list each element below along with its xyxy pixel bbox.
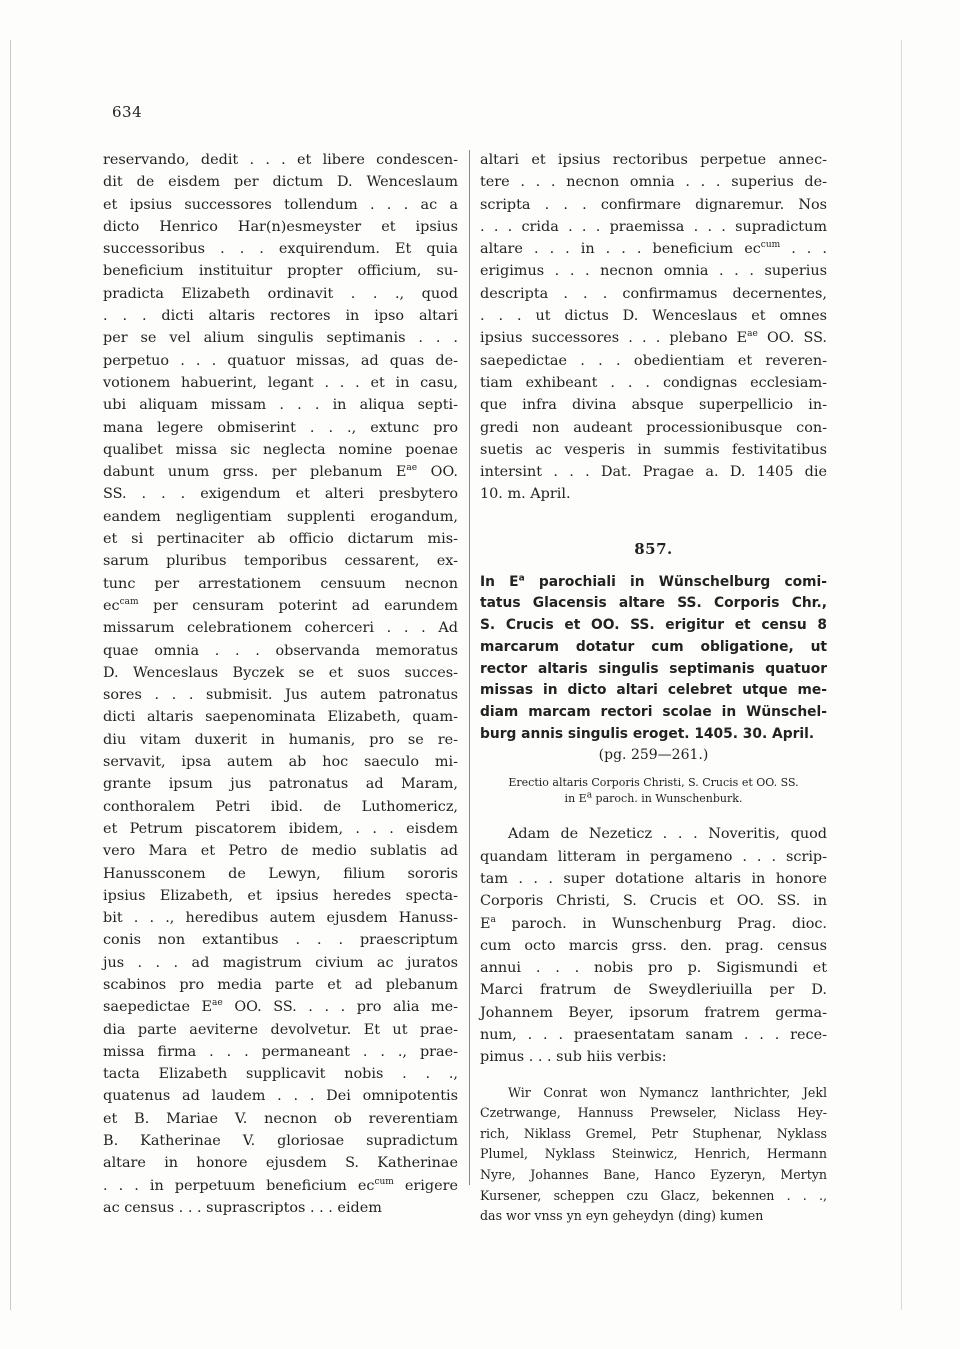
text-line: cum octo marcis grss. den. prag. census <box>480 937 827 954</box>
text-line: scabinos pro media parte et ad plebanum <box>103 976 458 993</box>
text-line: grante ipsum jus patronatus ad Maram, <box>103 776 458 793</box>
text-line: . . . ut dictus D. Wenceslaus et omnes <box>480 308 827 325</box>
text-line: bit . . ., heredibus autem ejusdem Hanuss- <box>103 910 458 927</box>
text-line: quae omnia . . . observanda memoratus <box>103 642 458 659</box>
text-line: conis non extantibus . . . praescriptum <box>103 932 458 949</box>
text-line: et ipsius successores tollendum . . . ac a <box>103 196 458 213</box>
text-line: reservando, dedit . . . et libere condescen- <box>103 152 458 168</box>
text-line: qualibet missa sic neglecta nomine poenae <box>103 441 458 458</box>
source-reference: (pg. 259—261.) <box>598 747 709 764</box>
text-line: altare in honore ejusdem S. Katherinae <box>103 1155 458 1172</box>
text-line: sarum pluribus temporibus cessarent, ex- <box>103 553 458 570</box>
quotation-line: Wir Conrat won Nymancz lanthrichter, Jekl <box>508 1084 827 1100</box>
text-line: ipsius Elizabeth, et ipsius heredes specta- <box>103 887 458 904</box>
heading-line: burg annis singulis eroget. 1405. 30. April. <box>480 725 815 742</box>
text-line: gredi non audeant processionibusque con- <box>480 419 827 436</box>
text-line: successoribus . . . exquirendum. Et quia <box>103 241 458 258</box>
text-line: quatenus ad laudem . . . Dei omnipotentis <box>103 1088 458 1105</box>
heading-line: marcarum dotatur cum obligatione, ut <box>480 638 827 655</box>
text-line: jus . . . ad magistrum civium ac juratos <box>103 954 458 971</box>
text-line: eandem negligentiam supplenti erogandum, <box>103 508 458 525</box>
erectio-line: Erectio altaris Corporis Christi, S. Crucis et OO. SS. <box>508 776 799 790</box>
text-line: missarum celebrationem coherceri . . . Ad <box>103 620 458 637</box>
text-line: tacta Elizabeth supplicavit nobis . . ., <box>103 1066 458 1083</box>
page-number: 634 <box>112 103 143 121</box>
quotation-line: Kursener, scheppen czu Glacz, bekennen . . ., <box>480 1187 827 1203</box>
text-line: saepedictae $E^{ae}$ OO. SS. . . . pro alia me- <box>103 998 458 1016</box>
text-line: ipsius successores . . . plebano $E^{ae}$ OO. SS. <box>480 329 828 347</box>
right-column <box>480 149 827 1227</box>
quotation-line: das wor vnss yn eyn geheydyn (ding) kumen <box>480 1208 764 1224</box>
text-line: descripta . . . confirmamus decernentes, <box>480 285 827 302</box>
text-line: per se vel alium singulis septimanis . . . <box>103 330 458 347</box>
heading-line: In $E^a$ parochiali in Wünschelburg comi- <box>480 573 827 590</box>
text-line: conthoralem Petri ibid. de Luthomericz, <box>103 798 458 815</box>
erectio-line: in $E^a$ paroch. in Wunschenburk. <box>564 790 743 806</box>
text-line: num, . . . praesentatam sanam . . . rece- <box>480 1027 827 1044</box>
text-line: Hanussconem de Lewyn, filium sororis <box>103 865 458 882</box>
text-line: Adam de Nezeticz . . . Noveritis, quod <box>508 826 827 843</box>
text-line: dicti altaris saepenominata Elizabeth, quam- <box>103 709 458 726</box>
left-column <box>103 149 458 1219</box>
text-line: Corporis Christi, S. Crucis et OO. SS. in <box>480 893 827 910</box>
text-line: mana legere obmiserint . . ., extunc pro <box>103 419 458 436</box>
text-line: dabunt unum grss. per plebanum $E^{ae}$ OO. <box>103 463 458 481</box>
text-line: D. Wenceslaus Byczek se et suos succes- <box>103 664 458 681</box>
erectio-title <box>480 775 827 807</box>
text-line: $E^a$ paroch. in Wunschenburg Prag. dioc. <box>480 914 827 932</box>
text-line: dit de eisdem per dictum D. Wenceslaum <box>103 174 458 191</box>
text-line: pradicta Elizabeth ordinavit . . ., quod <box>103 285 458 302</box>
text-line: B. Katherinae V. gloriosae supradictum <box>103 1133 458 1150</box>
left-column-text <box>103 149 458 1219</box>
heading-line: missas in dicto altari celebret utque me- <box>480 682 827 699</box>
text-line: ubi aliquam missam . . . in aliqua septi- <box>103 397 458 414</box>
text-line: beneficium instituitur propter officium, su- <box>103 263 458 280</box>
text-line: et B. Mariae V. necnon ob reverentiam <box>103 1110 458 1127</box>
text-line: suetis ac vesperis in summis festivitatibus <box>480 441 827 458</box>
text-line: que infra divina absque superpellicio in- <box>480 397 827 414</box>
text-line: altare . . . in . . . beneficium $ec^{cum}$ . . . <box>480 240 827 258</box>
german-quotation <box>480 1083 827 1227</box>
text-line: perpetuo . . . quatuor missas, ad quas de- <box>103 352 458 369</box>
text-line: 10. m. April. <box>480 486 571 503</box>
quotation-line: Nyre, Johannes Bane, Hanco Eyzeryn, Mertyn <box>480 1167 827 1183</box>
text-line: saepedictae . . . obedientiam et reveren- <box>480 352 827 369</box>
text-line: Johannem Beyer, ipsorum fratrem germa- <box>480 1004 827 1021</box>
text-line: dicto Henrico Har(n)esmeyster et ipsius <box>103 218 458 235</box>
text-line: annui . . . nobis pro p. Sigismundi et <box>480 960 827 977</box>
heading-line: rector altaris singulis septimanis quatuor <box>480 660 827 677</box>
text-line: scripta . . . confirmare dignaremur. Nos <box>480 196 827 213</box>
text-line: et si pertinaciter ab officio dictarum mis- <box>103 531 458 548</box>
text-line: ac census . . . suprascriptos . . . eidem <box>103 1199 382 1216</box>
heading-line: tatus Glacensis altare SS. Corporis Chr., <box>480 595 827 612</box>
page-edge-right <box>901 40 902 1310</box>
text-line: quandam litteram in pergameno . . . scrip- <box>480 848 827 865</box>
text-line: missa firma . . . permaneant . . ., prae- <box>103 1043 458 1060</box>
heading-line: S. Crucis et OO. SS. erigitur et censu 8 <box>480 617 827 634</box>
text-line: tiam exhibeant . . . condignas ecclesiam- <box>480 374 827 391</box>
text-line: vero Mara et Petro de medio sublatis ad <box>103 843 458 860</box>
text-line: altari et ipsius rectoribus perpetue annec- <box>480 152 827 168</box>
column-divider <box>469 150 470 1185</box>
document-heading <box>480 572 827 746</box>
text-line: . . . dicti altaris rectores in ipso altari <box>103 308 458 325</box>
text-line: erigimus . . . necnon omnia . . . superius <box>480 263 827 280</box>
text-line: et Petrum piscatorem ibidem, . . . eisdem <box>103 820 458 837</box>
document-number: 857. <box>634 539 673 558</box>
text-line: tere . . . necnon omnia . . . superius de- <box>480 174 827 191</box>
text-line: tam . . . super dotatione altaris in honore <box>480 870 827 887</box>
quotation-line: Czetrwange, Hannuss Prewseler, Niclass Hey- <box>480 1105 827 1121</box>
text-line: sores . . . submisit. Jus autem patronatus <box>103 687 458 704</box>
text-line: $ec^{cam}$ per censuram poterint ad earundem <box>103 597 458 614</box>
text-line: diu vitam duxerit in humanis, pro se re- <box>103 731 458 748</box>
quotation-line: Plumel, Nyklass Steinwicz, Henrich, Hermann <box>480 1146 827 1162</box>
text-line: pimus . . . sub hiis verbis: <box>480 1049 667 1066</box>
right-column-body <box>480 823 827 1068</box>
text-line: intersint . . . Dat. Pragae a. D. 1405 die <box>480 464 827 481</box>
text-line: . . . in perpetuum beneficium $ec^{cum}$ erigere <box>103 1176 458 1194</box>
text-line: dia parte aeviterne devolvetur. Et ut prae- <box>103 1021 458 1038</box>
heading-line: diam marcam rectori scolae in Wünschel- <box>480 703 827 720</box>
text-line: votionem habuerint, legant . . . et in casu, <box>103 374 458 391</box>
text-line: tunc per arrestationem censuum necnon <box>103 575 458 592</box>
text-line: SS. . . . exigendum et alteri presbytero <box>103 486 458 503</box>
right-column-text-top <box>480 149 827 506</box>
text-line: servavit, ipsa autem ab hoc saeculo mi- <box>103 754 458 771</box>
text-line: Marci fratrum de Sweydleriuilla per D. <box>480 982 827 999</box>
page-edge-left <box>10 40 11 1310</box>
quotation-line: rich, Niklass Gremel, Petr Stuphenar, Nyklass <box>480 1125 827 1141</box>
text-line: . . . crida . . . praemissa . . . supradictum <box>480 218 827 235</box>
